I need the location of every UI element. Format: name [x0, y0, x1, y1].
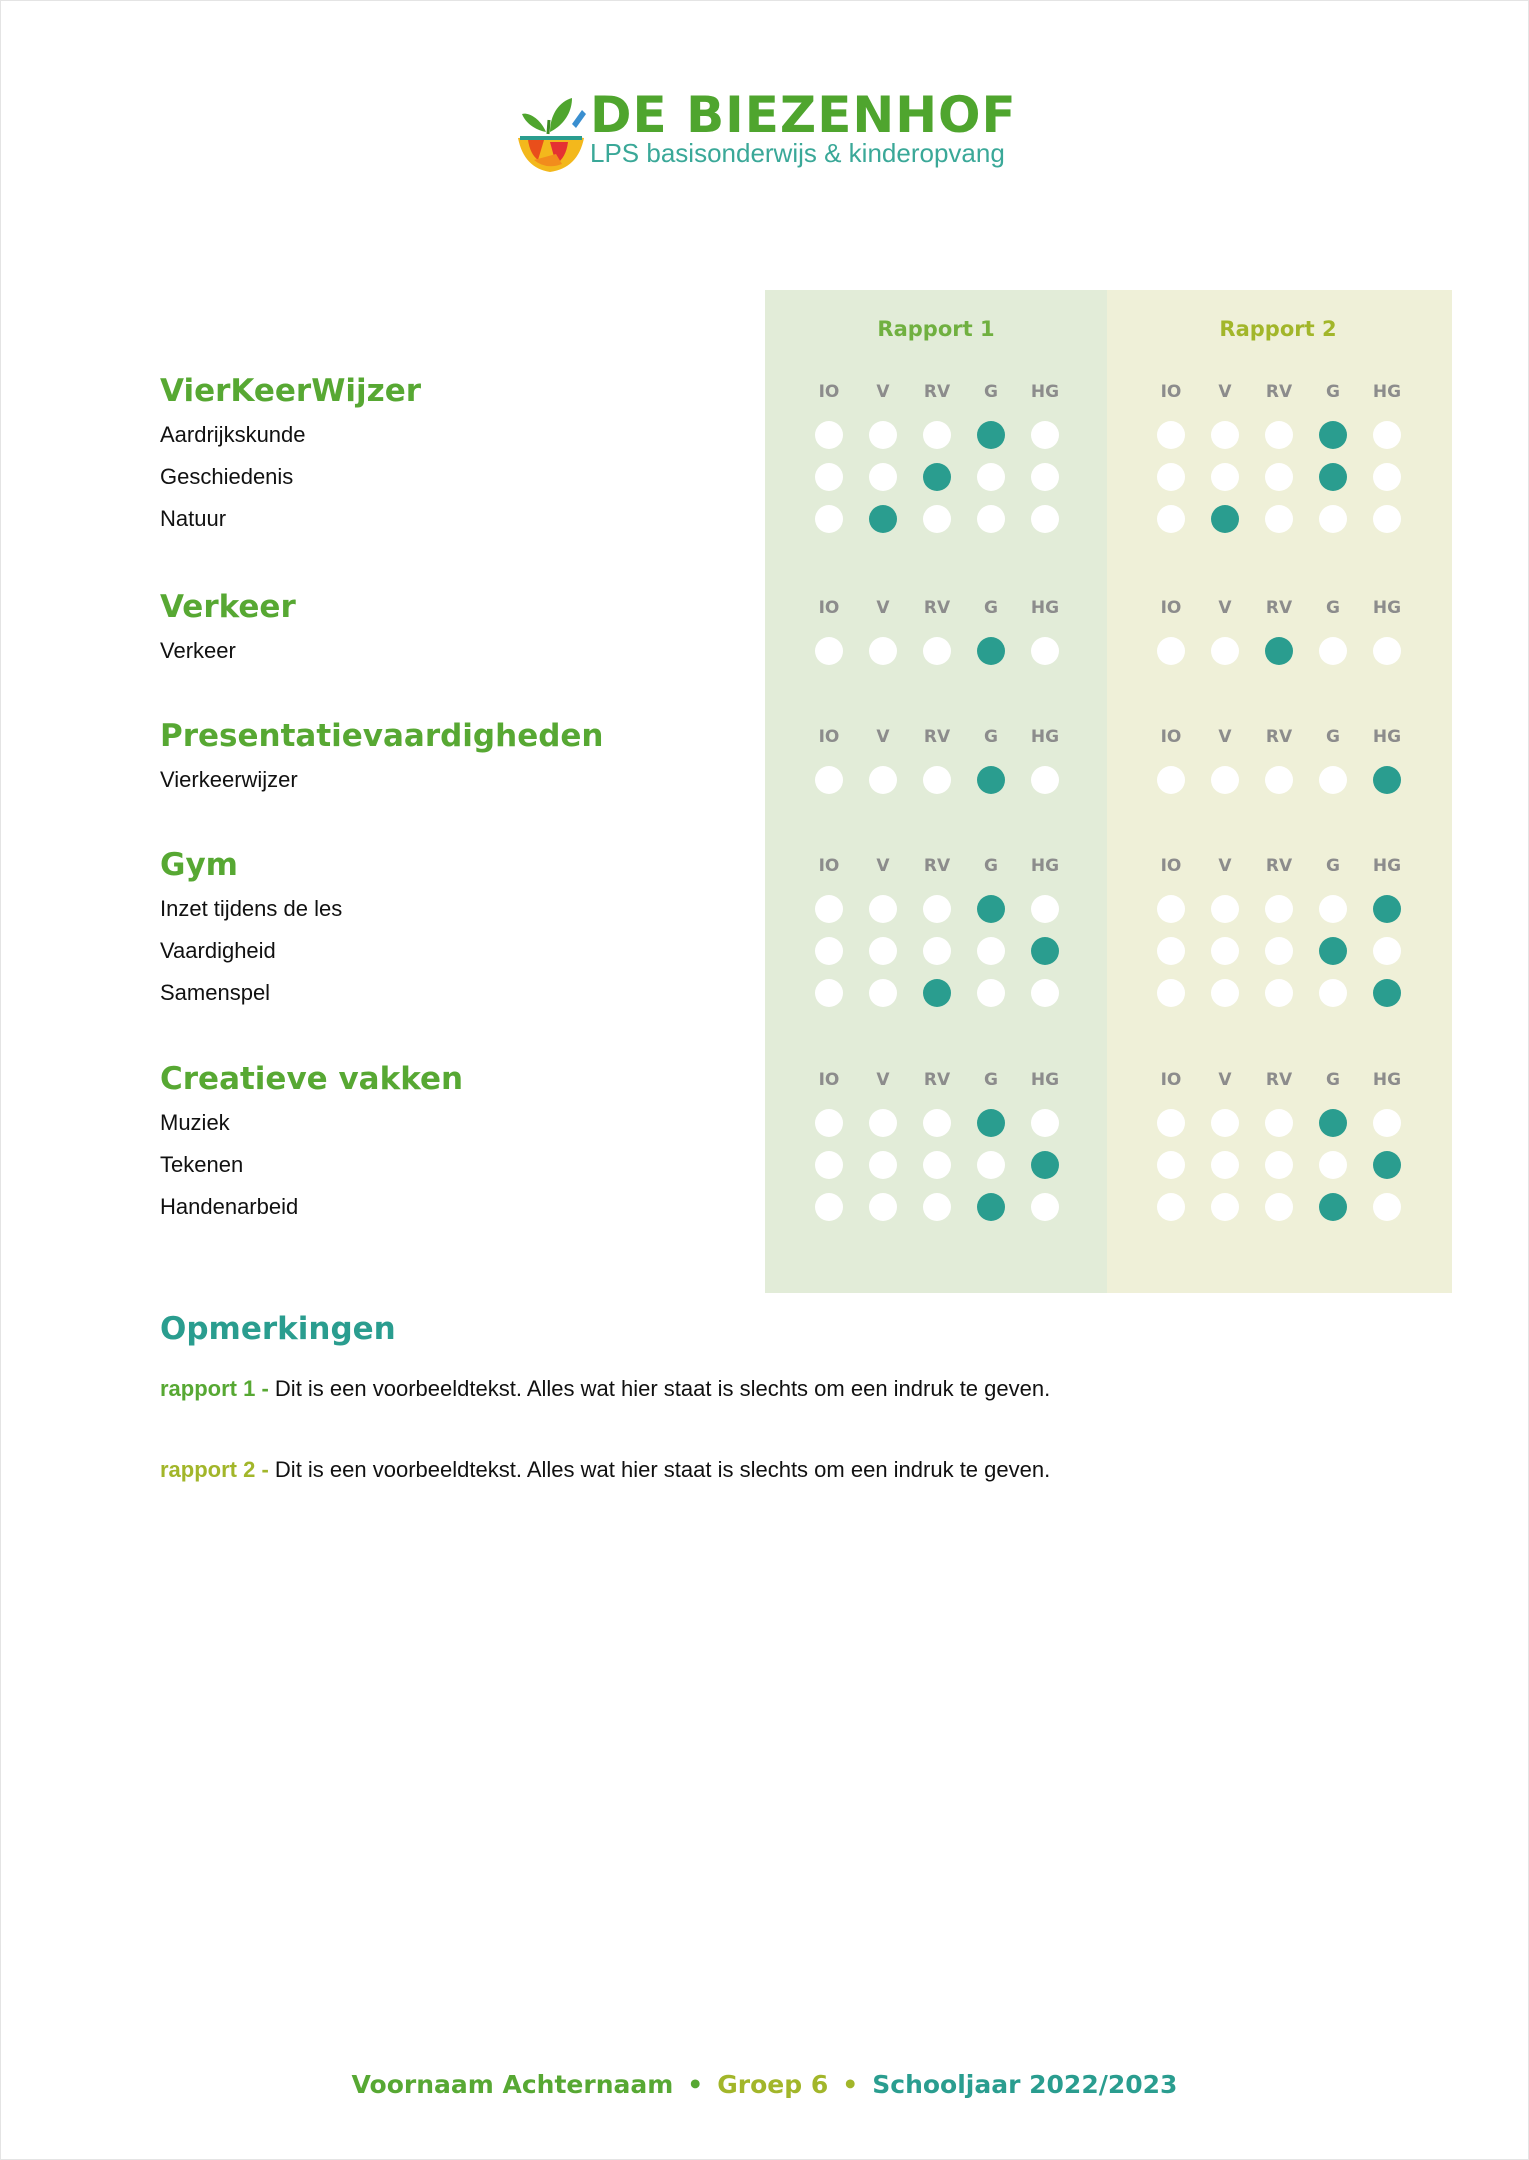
remark-text: Dit is een voorbeeldtekst. Alles wat hier staat is slechts om een indruk te geven. — [274, 1457, 1051, 1482]
grade-dot-rapport-1-g-selected — [977, 421, 1005, 449]
remarks-title: Opmerkingen — [160, 1311, 396, 1347]
grade-dot-rapport-1-rv-selected — [923, 463, 951, 491]
grade-dot-rapport-2-g-selected — [1319, 1109, 1347, 1137]
grade-dot-rapport-1-hg — [1031, 421, 1059, 449]
grade-dot-rapport-1-io — [815, 1151, 843, 1179]
grade-dot-rapport-1-hg — [1031, 463, 1059, 491]
scale-label-v: V — [1218, 727, 1232, 747]
grade-dot-rapport-1-rv-selected — [923, 979, 951, 1007]
grade-dot-rapport-1-rv — [923, 637, 951, 665]
grade-dot-rapport-1-v — [869, 421, 897, 449]
grade-dot-rapport-1-rv — [923, 895, 951, 923]
grade-dot-rapport-1-v-selected — [869, 505, 897, 533]
scale-label-rv: RV — [923, 382, 951, 402]
scale-label-hg: HG — [1030, 382, 1060, 402]
subject-label: Verkeer — [160, 638, 236, 663]
scale-label-rv: RV — [1265, 382, 1293, 402]
grade-dot-rapport-1-io — [815, 895, 843, 923]
grade-dot-rapport-2-hg — [1373, 421, 1401, 449]
grade-dot-rapport-1-v — [869, 937, 897, 965]
scale-label-io: IO — [818, 598, 840, 618]
grade-dot-rapport-2-hg-selected — [1373, 979, 1401, 1007]
grade-dot-rapport-1-io — [815, 1193, 843, 1221]
grade-dot-rapport-1-io — [815, 421, 843, 449]
grade-dot-rapport-1-g — [977, 1151, 1005, 1179]
grade-dot-rapport-2-hg-selected — [1373, 895, 1401, 923]
scale-label-io: IO — [818, 1070, 840, 1090]
logo-title: DE BIEZENHOF — [590, 86, 1017, 144]
grade-dot-rapport-1-io — [815, 937, 843, 965]
grade-dot-rapport-1-g-selected — [977, 1109, 1005, 1137]
grade-dot-rapport-2-io — [1157, 463, 1185, 491]
grade-dot-rapport-1-v — [869, 895, 897, 923]
grade-dot-rapport-2-hg — [1373, 1193, 1401, 1221]
scale-label-v: V — [876, 1070, 890, 1090]
grade-dot-rapport-2-g-selected — [1319, 1193, 1347, 1221]
footer-school-year: Schooljaar 2022/2023 — [872, 2070, 1178, 2099]
scale-label-hg: HG — [1372, 727, 1402, 747]
grade-dot-rapport-2-g — [1319, 895, 1347, 923]
grade-dot-rapport-2-rv — [1265, 421, 1293, 449]
section-title: Creatieve vakken — [160, 1061, 464, 1097]
grade-dot-rapport-1-hg — [1031, 766, 1059, 794]
grade-dot-rapport-1-io — [815, 463, 843, 491]
grade-dot-rapport-2-rv — [1265, 895, 1293, 923]
grade-dot-rapport-1-io — [815, 1109, 843, 1137]
grade-dot-rapport-1-g-selected — [977, 895, 1005, 923]
subject-label: Muziek — [160, 1110, 230, 1135]
scale-label-rv: RV — [1265, 727, 1293, 747]
grade-dot-rapport-2-g-selected — [1319, 421, 1347, 449]
grade-dot-rapport-2-rv-selected — [1265, 637, 1293, 665]
scale-label-io: IO — [1160, 727, 1182, 747]
scale-label-hg: HG — [1030, 856, 1060, 876]
scale-label-v: V — [876, 382, 890, 402]
footer-group: Groep 6 — [717, 2070, 829, 2099]
grade-dot-rapport-1-hg — [1031, 1109, 1059, 1137]
grade-dot-rapport-1-hg-selected — [1031, 937, 1059, 965]
scale-label-g: G — [984, 856, 998, 876]
logo-bowl-sprout-icon — [516, 88, 586, 174]
logo-subtitle: LPS basisonderwijs & kinderopvang — [590, 138, 1005, 168]
grade-dot-rapport-1-g-selected — [977, 637, 1005, 665]
grade-dot-rapport-2-v-selected — [1211, 505, 1239, 533]
grade-dot-rapport-1-hg — [1031, 637, 1059, 665]
scale-label-hg: HG — [1372, 598, 1402, 618]
scale-label-v: V — [876, 598, 890, 618]
grade-dot-rapport-2-rv — [1265, 505, 1293, 533]
subject-label: Geschiedenis — [160, 464, 294, 489]
grade-dot-rapport-1-g — [977, 979, 1005, 1007]
remark-text: Dit is een voorbeeldtekst. Alles wat hier staat is slechts om een indruk te geven. — [274, 1376, 1051, 1401]
section-title: VierKeerWijzer — [160, 373, 422, 409]
grade-dot-rapport-2-v — [1211, 895, 1239, 923]
remark-rapport-2 — [160, 1457, 1050, 1483]
grade-dot-rapport-2-rv — [1265, 937, 1293, 965]
grade-dot-rapport-1-rv — [923, 1109, 951, 1137]
grade-dot-rapport-2-hg — [1373, 463, 1401, 491]
grade-dot-rapport-1-rv — [923, 1151, 951, 1179]
grade-dot-rapport-2-io — [1157, 637, 1185, 665]
grade-dot-rapport-1-v — [869, 637, 897, 665]
scale-label-io: IO — [1160, 598, 1182, 618]
grade-dot-rapport-1-hg — [1031, 1193, 1059, 1221]
grade-dot-rapport-2-hg — [1373, 505, 1401, 533]
grade-dot-rapport-2-v — [1211, 421, 1239, 449]
grade-dot-rapport-2-io — [1157, 1109, 1185, 1137]
grade-dot-rapport-1-v — [869, 463, 897, 491]
grade-dot-rapport-2-rv — [1265, 979, 1293, 1007]
scale-label-v: V — [1218, 856, 1232, 876]
scale-label-io: IO — [1160, 1070, 1182, 1090]
scale-label-g: G — [1326, 598, 1340, 618]
section-title: Presentatievaardigheden — [160, 718, 604, 754]
grade-dot-rapport-2-g — [1319, 1151, 1347, 1179]
grade-dot-rapport-1-rv — [923, 505, 951, 533]
section-title: Verkeer — [160, 589, 296, 625]
grade-dot-rapport-2-hg — [1373, 937, 1401, 965]
remark-tag: rapport 2 - — [160, 1457, 269, 1482]
grade-dot-rapport-1-g-selected — [977, 1193, 1005, 1221]
grade-dot-rapport-1-v — [869, 1193, 897, 1221]
remark-tag: rapport 1 - — [160, 1376, 269, 1401]
scale-label-rv: RV — [1265, 1070, 1293, 1090]
grade-dot-rapport-1-rv — [923, 937, 951, 965]
grade-dot-rapport-2-g — [1319, 766, 1347, 794]
school-logo — [516, 88, 1016, 174]
scale-label-g: G — [984, 727, 998, 747]
grade-dot-rapport-1-g — [977, 505, 1005, 533]
scale-label-rv: RV — [923, 727, 951, 747]
grade-dot-rapport-2-g-selected — [1319, 463, 1347, 491]
scale-label-hg: HG — [1372, 1070, 1402, 1090]
footer-separator: • — [842, 2070, 859, 2099]
scale-label-v: V — [876, 856, 890, 876]
scale-label-g: G — [984, 382, 998, 402]
scale-label-hg: HG — [1030, 1070, 1060, 1090]
grade-dot-rapport-2-io — [1157, 895, 1185, 923]
footer-separator: • — [687, 2070, 704, 2099]
scale-label-v: V — [876, 727, 890, 747]
scale-label-rv: RV — [923, 598, 951, 618]
grade-dot-rapport-1-rv — [923, 421, 951, 449]
rapport-1-heading: Rapport 1 — [877, 317, 995, 341]
scale-label-g: G — [1326, 727, 1340, 747]
scale-label-io: IO — [1160, 382, 1182, 402]
subject-label: Vaardigheid — [160, 938, 276, 963]
grade-dot-rapport-1-g — [977, 463, 1005, 491]
subject-label: Tekenen — [160, 1152, 244, 1177]
scale-label-g: G — [1326, 856, 1340, 876]
scale-label-g: G — [984, 1070, 998, 1090]
grade-dot-rapport-1-v — [869, 766, 897, 794]
scale-label-hg: HG — [1030, 598, 1060, 618]
grade-dot-rapport-1-hg — [1031, 895, 1059, 923]
grade-dot-rapport-1-v — [869, 1109, 897, 1137]
scale-label-g: G — [1326, 1070, 1340, 1090]
grade-dot-rapport-2-io — [1157, 937, 1185, 965]
remark-rapport-1 — [160, 1376, 1050, 1402]
scale-label-io: IO — [818, 382, 840, 402]
scale-label-rv: RV — [923, 856, 951, 876]
grade-dot-rapport-2-io — [1157, 1193, 1185, 1221]
grade-dot-rapport-2-v — [1211, 937, 1239, 965]
scale-label-hg: HG — [1372, 382, 1402, 402]
grade-dot-rapport-2-rv — [1265, 1151, 1293, 1179]
grade-dot-rapport-1-hg — [1031, 979, 1059, 1007]
grade-dot-rapport-2-hg — [1373, 637, 1401, 665]
grade-dot-rapport-2-v — [1211, 766, 1239, 794]
grade-dot-rapport-1-io — [815, 505, 843, 533]
scale-label-g: G — [1326, 382, 1340, 402]
scale-label-v: V — [1218, 1070, 1232, 1090]
grade-dot-rapport-2-hg-selected — [1373, 1151, 1401, 1179]
grade-dot-rapport-2-hg-selected — [1373, 766, 1401, 794]
grade-dot-rapport-2-g-selected — [1319, 937, 1347, 965]
scale-label-io: IO — [818, 856, 840, 876]
subject-label: Samenspel — [160, 980, 271, 1005]
grade-dot-rapport-2-v — [1211, 979, 1239, 1007]
scale-label-g: G — [984, 598, 998, 618]
grade-dot-rapport-2-g — [1319, 979, 1347, 1007]
grade-dot-rapport-2-io — [1157, 421, 1185, 449]
section-title: Gym — [160, 847, 238, 883]
grade-dot-rapport-1-v — [869, 979, 897, 1007]
grade-dot-rapport-1-io — [815, 766, 843, 794]
grade-dot-rapport-1-io — [815, 637, 843, 665]
grade-dot-rapport-1-g — [977, 937, 1005, 965]
subject-label: Handenarbeid — [160, 1194, 299, 1219]
scale-label-rv: RV — [1265, 856, 1293, 876]
grade-dot-rapport-2-v — [1211, 1109, 1239, 1137]
grade-dot-rapport-2-hg — [1373, 1109, 1401, 1137]
grade-dot-rapport-2-io — [1157, 1151, 1185, 1179]
grade-dot-rapport-2-g — [1319, 505, 1347, 533]
grade-dot-rapport-1-hg-selected — [1031, 1151, 1059, 1179]
scale-label-io: IO — [818, 727, 840, 747]
grade-dot-rapport-1-rv — [923, 766, 951, 794]
rapport-2-heading: Rapport 2 — [1219, 317, 1337, 341]
grade-dot-rapport-1-io — [815, 979, 843, 1007]
subject-label: Vierkeerwijzer — [160, 767, 298, 792]
scale-label-rv: RV — [1265, 598, 1293, 618]
grade-dot-rapport-2-v — [1211, 1193, 1239, 1221]
scale-label-v: V — [1218, 382, 1232, 402]
grade-dot-rapport-2-v — [1211, 1151, 1239, 1179]
subject-label: Natuur — [160, 506, 227, 531]
grade-dot-rapport-2-rv — [1265, 463, 1293, 491]
grade-dot-rapport-1-g-selected — [977, 766, 1005, 794]
scale-label-hg: HG — [1372, 856, 1402, 876]
grade-dot-rapport-2-v — [1211, 463, 1239, 491]
grade-dot-rapport-2-io — [1157, 979, 1185, 1007]
scale-label-hg: HG — [1030, 727, 1060, 747]
subject-label: Inzet tijdens de les — [160, 896, 343, 921]
subject-label: Aardrijkskunde — [160, 422, 306, 447]
grade-dot-rapport-2-rv — [1265, 766, 1293, 794]
grade-dot-rapport-1-v — [869, 1151, 897, 1179]
footer-student-name: Voornaam Achternaam — [351, 2070, 674, 2099]
grade-dot-rapport-2-g — [1319, 637, 1347, 665]
scale-label-io: IO — [1160, 856, 1182, 876]
grade-dot-rapport-2-v — [1211, 637, 1239, 665]
grade-dot-rapport-2-io — [1157, 766, 1185, 794]
grade-dot-rapport-2-rv — [1265, 1109, 1293, 1137]
grade-dot-rapport-1-hg — [1031, 505, 1059, 533]
scale-label-rv: RV — [923, 1070, 951, 1090]
grade-dot-rapport-1-rv — [923, 1193, 951, 1221]
grade-dot-rapport-2-rv — [1265, 1193, 1293, 1221]
footer — [0, 2070, 1529, 2099]
grade-dot-rapport-2-io — [1157, 505, 1185, 533]
scale-label-v: V — [1218, 598, 1232, 618]
